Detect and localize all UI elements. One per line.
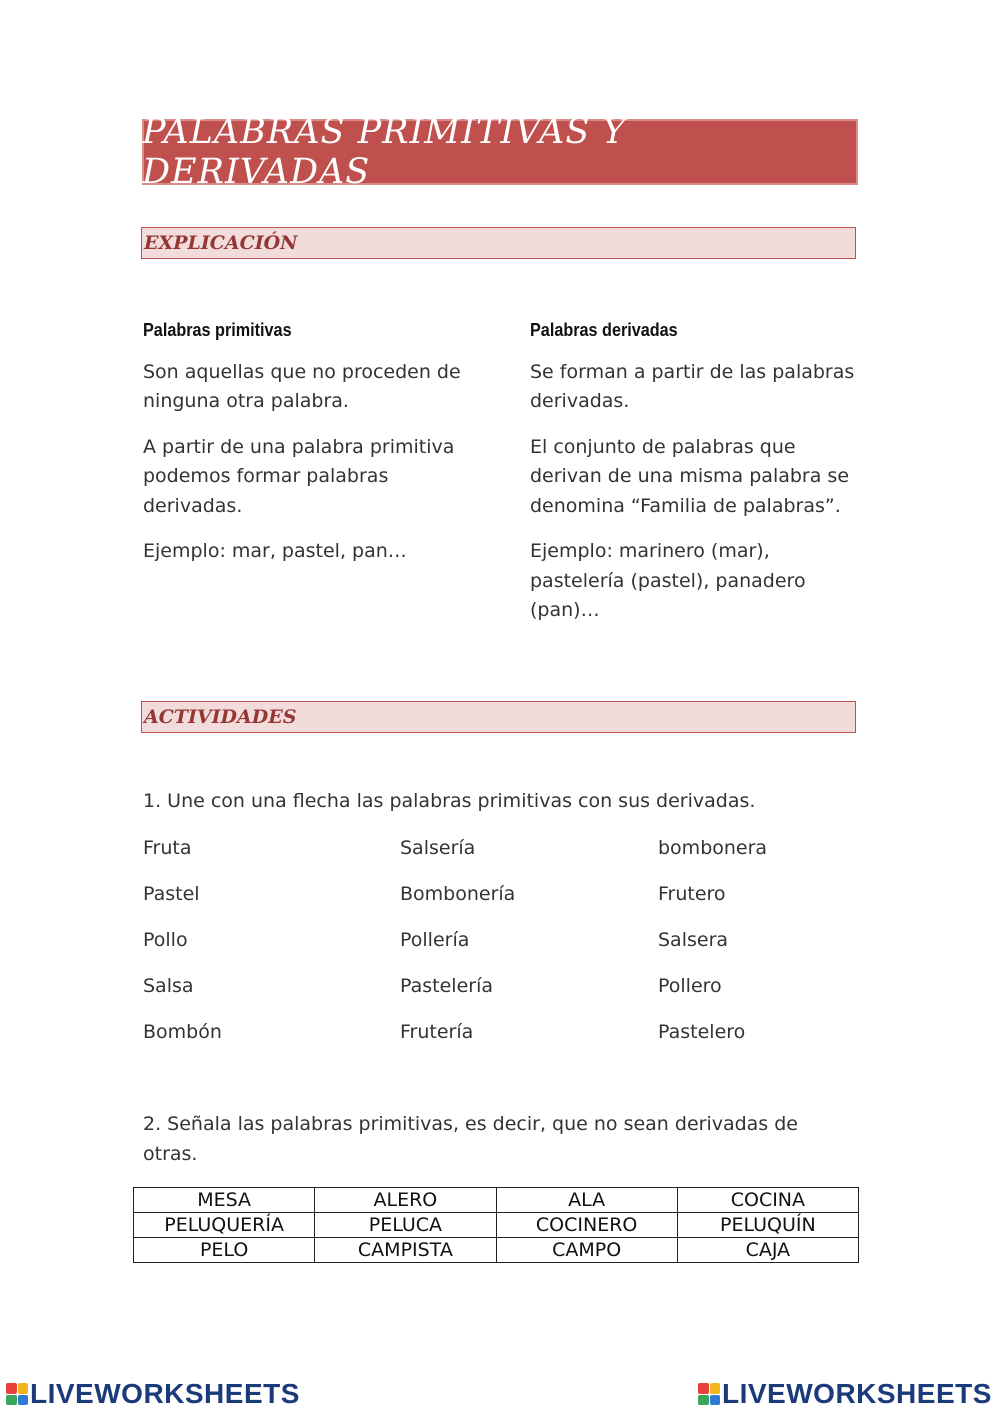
- table-cell[interactable]: COCINERO: [496, 1213, 677, 1238]
- table-cell[interactable]: PELUQUERÍA: [134, 1213, 315, 1238]
- primitive-paragraph: Son aquellas que no proceden de ninguna otra palabra.: [143, 360, 461, 412]
- match-word[interactable]: Bombón: [143, 1021, 222, 1043]
- table-cell[interactable]: ALERO: [315, 1188, 496, 1213]
- section-explanation: [141, 227, 856, 259]
- derived-words-heading: Palabras derivadas: [530, 320, 678, 340]
- match-word[interactable]: Fruta: [143, 837, 192, 859]
- table-cell[interactable]: MESA: [134, 1188, 315, 1213]
- match-word[interactable]: Pollo: [143, 929, 188, 951]
- match-word[interactable]: Pollero: [658, 975, 722, 997]
- table-cell[interactable]: COCINA: [677, 1188, 858, 1213]
- brand-name: LIVEWORKSHEETS: [30, 1378, 300, 1409]
- activity1-prompt: 1. Une con una flecha las palabras primitivas con sus derivadas.: [143, 790, 756, 812]
- match-word[interactable]: Salsa: [143, 975, 194, 997]
- derived-words-column: [530, 316, 860, 642]
- footer-logo-right: [698, 1378, 992, 1410]
- primitive-words-heading: Palabras primitivas: [143, 320, 292, 340]
- table-cell[interactable]: CAMPO: [496, 1238, 677, 1263]
- primitive-example: Ejemplo: mar, pastel, pan…: [143, 540, 407, 562]
- match-word[interactable]: Pastelería: [400, 975, 493, 997]
- section-activities: [141, 701, 856, 733]
- table-cell[interactable]: PELUQUÍN: [677, 1213, 858, 1238]
- section-explanation-label: EXPLICACIÓN: [144, 232, 298, 254]
- primitive-paragraph: A partir de una palabra primitiva podemos formar palabras derivadas.: [143, 435, 455, 517]
- title-banner: [142, 112, 858, 192]
- primitive-words-column: [143, 316, 473, 583]
- match-word[interactable]: Salsería: [400, 837, 476, 859]
- derived-paragraph: Se forman a partir de las palabras derivadas.: [530, 360, 855, 412]
- match-word[interactable]: Pastelero: [658, 1021, 746, 1043]
- derived-paragraph: El conjunto de palabras que derivan de una misma palabra se denomina “Familia de palabras”.: [530, 435, 850, 517]
- match-word[interactable]: Pollería: [400, 929, 470, 951]
- table-row: [134, 1238, 859, 1263]
- match-word[interactable]: bombonera: [658, 837, 768, 859]
- match-word[interactable]: Frutería: [400, 1021, 474, 1043]
- match-word[interactable]: Bombonería: [400, 883, 516, 905]
- primitive-words-table: [133, 1187, 859, 1263]
- table-row: [134, 1188, 859, 1213]
- match-word[interactable]: Pastel: [143, 883, 200, 905]
- table-row: [134, 1213, 859, 1238]
- derived-example: Ejemplo: marinero (mar), pastelería (pastel), panadero (pan)…: [530, 540, 806, 621]
- table-cell[interactable]: CAJA: [677, 1238, 858, 1263]
- table-cell[interactable]: CAMPISTA: [315, 1238, 496, 1263]
- table-cell[interactable]: ALA: [496, 1188, 677, 1213]
- match-word[interactable]: Salsera: [658, 929, 729, 951]
- brand-name: LIVEWORKSHEETS: [722, 1378, 992, 1409]
- table-cell[interactable]: PELUCA: [315, 1213, 496, 1238]
- liveworksheets-logo-icon: [6, 1383, 28, 1405]
- match-word[interactable]: Frutero: [658, 883, 726, 905]
- activity2-prompt: 2. Señala las palabras primitivas, es decir, que no sean derivadas de otras.: [143, 1113, 798, 1165]
- page-title: PALABRAS PRIMITIVAS Y DERIVADAS: [142, 112, 627, 192]
- footer-logo-left: [6, 1378, 300, 1410]
- section-activities-label: ACTIVIDADES: [144, 706, 297, 728]
- table-cell[interactable]: PELO: [134, 1238, 315, 1263]
- liveworksheets-logo-icon: [698, 1383, 720, 1405]
